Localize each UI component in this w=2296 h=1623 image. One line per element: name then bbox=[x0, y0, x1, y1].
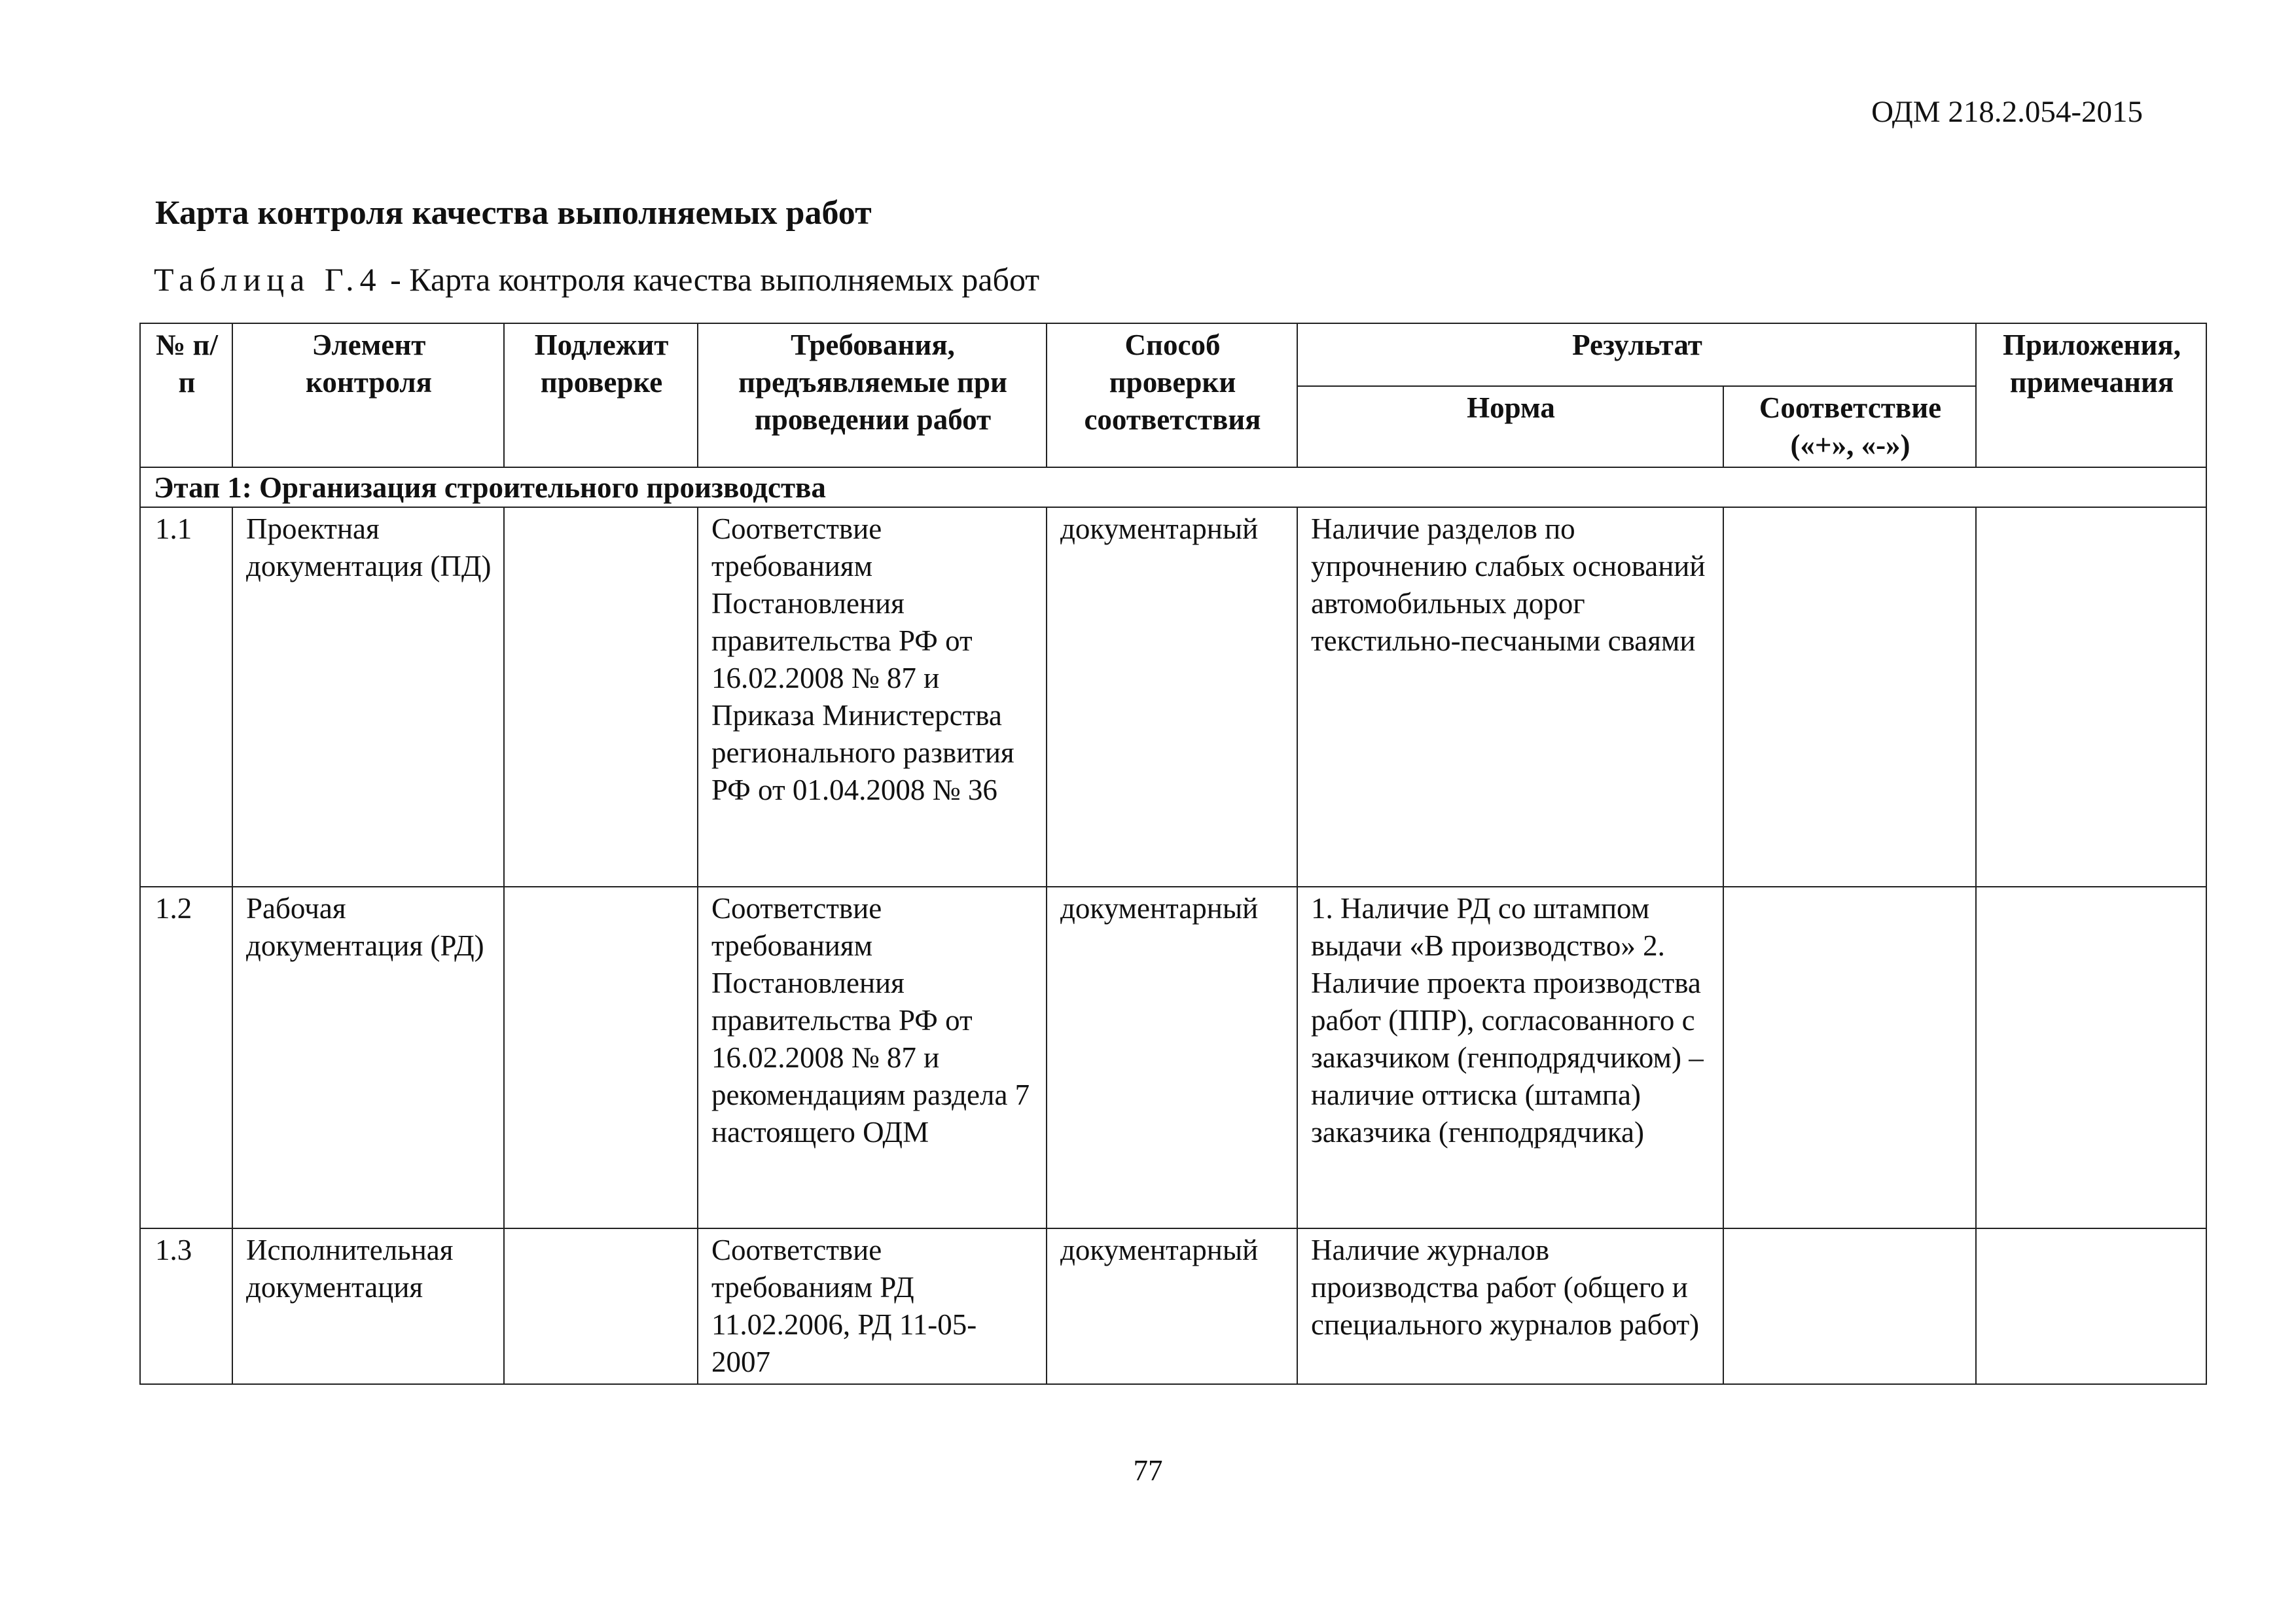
document-code: ОДМ 218.2.054-2015 bbox=[1871, 95, 2143, 129]
table-caption bbox=[154, 263, 1039, 296]
cell-norm: Наличие разделов по упрочнению слабых оснований автомобильных дорог текстильно-песчаными сваями bbox=[1297, 507, 1723, 887]
cell-num: 1.3 bbox=[140, 1228, 232, 1384]
cell-requirements: Соответствие требованиям РД 11.02.2006, РД 11-05-2007 bbox=[698, 1228, 1047, 1384]
cell-conformity bbox=[1723, 507, 1976, 887]
cell-element: Исполнительная документация bbox=[232, 1228, 504, 1384]
table-row bbox=[140, 507, 2206, 887]
stage-label: Этап 1: Организация строительного производства bbox=[140, 467, 2206, 507]
cell-notes bbox=[1976, 507, 2206, 887]
cell-method: документарный bbox=[1047, 887, 1297, 1228]
cell-notes bbox=[1976, 1228, 2206, 1384]
col-header-norm: Норма bbox=[1297, 386, 1723, 467]
quality-control-table bbox=[139, 323, 2207, 1385]
col-header-element: Элемент контроля bbox=[232, 323, 504, 467]
cell-num: 1.2 bbox=[140, 887, 232, 1228]
table-row bbox=[140, 887, 2206, 1228]
cell-subject bbox=[504, 1228, 698, 1384]
col-header-subject: Подлежит проверке bbox=[504, 323, 698, 467]
page-heading: Карта контроля качества выполняемых работ bbox=[155, 194, 872, 232]
col-header-result: Результат bbox=[1297, 323, 1976, 386]
stage-row bbox=[140, 467, 2206, 507]
col-header-method: Способ проверки соответствия bbox=[1047, 323, 1297, 467]
cell-method: документарный bbox=[1047, 1228, 1297, 1384]
cell-subject bbox=[504, 887, 698, 1228]
cell-norm: 1. Наличие РД со штампом выдачи «В производство» 2. Наличие проекта производства работ (ППР), согласованного с заказчиком (генподрядчиком) – наличие оттиска (штампа) заказчика (генподрядчика) bbox=[1297, 887, 1723, 1228]
table-header-row bbox=[140, 323, 2206, 386]
cell-element: Проектная документация (ПД) bbox=[232, 507, 504, 887]
table-caption-label: Таблица Г.4 bbox=[154, 261, 382, 298]
table-row bbox=[140, 1228, 2206, 1384]
cell-notes bbox=[1976, 887, 2206, 1228]
cell-subject bbox=[504, 507, 698, 887]
cell-requirements: Соответствие требованиям Постановления правительства РФ от 16.02.2008 № 87 и рекомендациям раздела 7 настоящего ОДМ bbox=[698, 887, 1047, 1228]
cell-requirements: Соответствие требованиям Постановления правительства РФ от 16.02.2008 № 87 и Приказа Министерства регионального развития РФ от 01.04.2008 № 36 bbox=[698, 507, 1047, 887]
cell-norm: Наличие журналов производства работ (общего и специального журналов работ) bbox=[1297, 1228, 1723, 1384]
cell-method: документарный bbox=[1047, 507, 1297, 887]
table-caption-text: - Карта контроля качества выполняемых работ bbox=[382, 261, 1040, 298]
page-number: 77 bbox=[1133, 1454, 1163, 1487]
col-header-requirements: Требования, предъявляемые при проведении работ bbox=[698, 323, 1047, 467]
col-header-conformity: Соответствие («+», «-») bbox=[1723, 386, 1976, 467]
cell-element: Рабочая документация (РД) bbox=[232, 887, 504, 1228]
col-header-num: № п/п bbox=[140, 323, 232, 467]
cell-conformity bbox=[1723, 1228, 1976, 1384]
cell-conformity bbox=[1723, 887, 1976, 1228]
col-header-notes: Приложения, примечания bbox=[1976, 323, 2206, 467]
cell-num: 1.1 bbox=[140, 507, 232, 887]
